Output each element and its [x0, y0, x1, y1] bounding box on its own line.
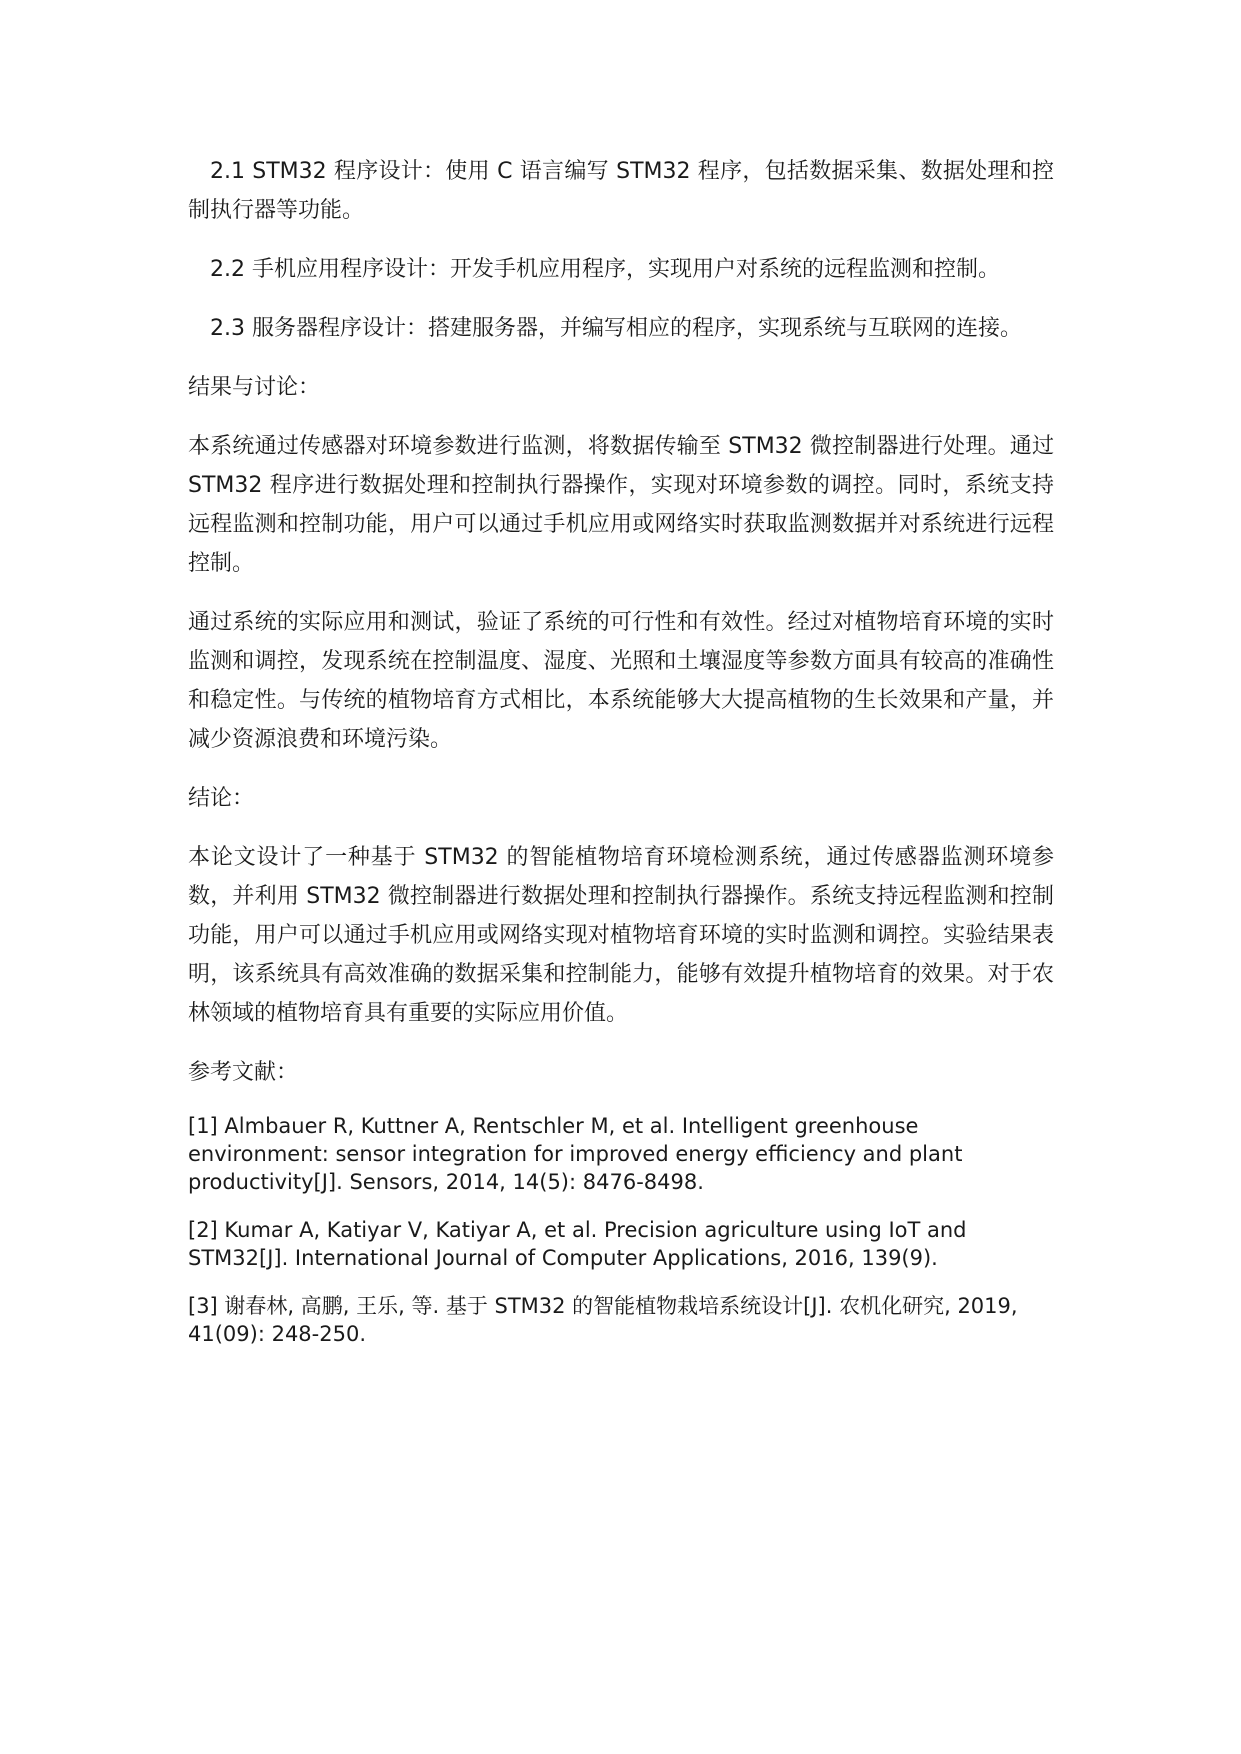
results-heading: 结果与讨论：: [188, 375, 321, 400]
design-item-server: 2.3 服务器程序设计：搭建服务器，并编写相应的程序，实现系统与互联网的连接。: [210, 316, 1022, 341]
results-paragraph: 本系统通过传感器对环境参数进行监测，将数据传输至 STM32 微控制器进行处理。通过 STM32 程序进行数据处理和控制执行器操作，实现对环境参数的调控。同时，系统支持远程监测和控制功能，用户可以通过手机应用或网络实时获取监测数据并对系统进行远程控制。: [188, 434, 1054, 576]
results-paragraph: 通过系统的实际应用和测试，验证了系统的可行性和有效性。经过对植物培育环境的实时监测和调控，发现系统在控制温度、湿度、光照和土壤湿度等参数方面具有较高的准确性和稳定性。与传统的植物培育方式相比，本系统能够大大提高植物的生长效果和产量，并减少资源浪费和环境污染。: [188, 610, 1054, 752]
conclusion-paragraph: 本论文设计了一种基于 STM32 的智能植物培育环境检测系统，通过传感器监测环境参数，并利用 STM32 微控制器进行数据处理和控制执行器操作。系统支持远程监测和控制功能，用户可以通过手机应用或网络实现对植物培育环境的实时监测和调控。实验结果表明，该系统具有高效准确的数据采集和控制能力，能够有效提升植物培育的效果。对于农林领域的植物培育具有重要的实际应用价值。: [188, 845, 1054, 1026]
reference-item: [3] 谢春林, 高鹏, 王乐, 等. 基于 STM32 的智能植物栽培系统设计[J]. 农机化研究, 2019, 41(09): 248-250.: [188, 1294, 1018, 1346]
reference-list: [188, 1112, 1054, 1348]
references-heading: 参考文献：: [188, 1060, 299, 1085]
design-item-mobile-app: 2.2 手机应用程序设计：开发手机应用程序，实现用户对系统的远程监测和控制。: [210, 257, 1000, 282]
design-item-stm32: 2.1 STM32 程序设计：使用 C 语言编写 STM32 程序，包括数据采集、数据处理和控制执行器等功能。: [188, 159, 1054, 223]
reference-item: [1] Almbauer R, Kuttner A, Rentschler M, et al. Intelligent greenhouse environment: sensor integration for improved energy efficiency and plant productivity[J]. Sensors, 2014, 14(5): 8476-8498.: [188, 1114, 963, 1194]
reference-item: [2] Kumar A, Katiyar V, Katiyar A, et al. Precision agriculture using IoT and STM32[J]. International Journal of Computer Applications, 2016, 139(9).: [188, 1218, 967, 1270]
document-body: [188, 152, 1054, 1368]
conclusion-heading: 结论：: [188, 786, 255, 811]
